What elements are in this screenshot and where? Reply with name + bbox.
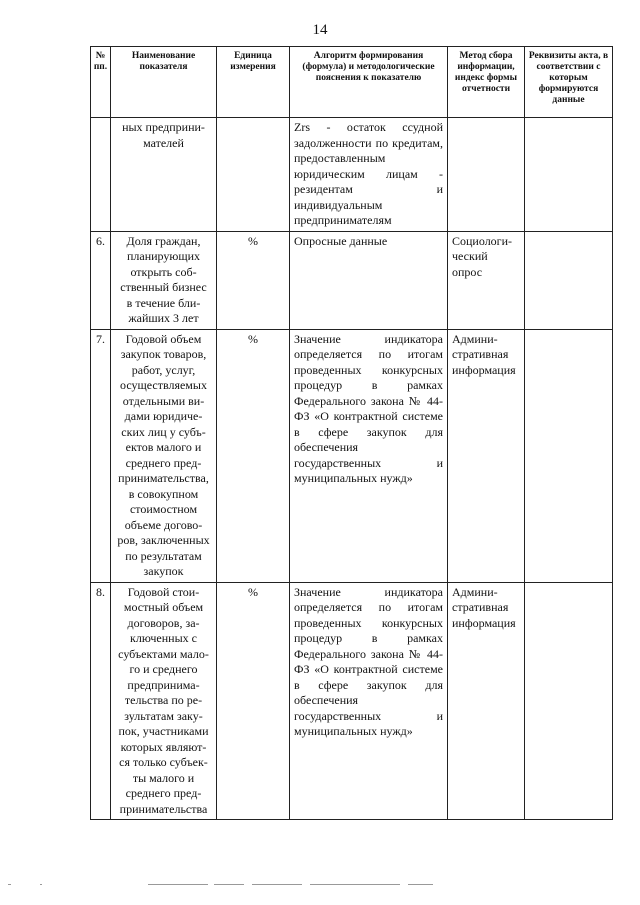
indicator-algorithm: Значение индикатора определяется по итогам проведенных конкурсных процедур в рамках Федерального закона № 44-ФЗ «О контрактной системе в сфере закупок для обеспечения государственных и муниципальных нужд»	[290, 329, 448, 582]
indicator-name: Годовой объем закупок товаров, работ, услуг, осуществляемых отдельными ви- дами юридиче- ских лиц у субъ- ектов малого и среднего пред- принимательства, в совокупном стоимостном объеме догово- ров, заключенных по результатам закупок	[111, 329, 217, 582]
indicator-unit: %	[217, 329, 290, 582]
indicator-method: Админи- стративная информация	[448, 329, 525, 582]
indicators-table	[90, 46, 613, 820]
indicator-name: ных предприни- мателей	[111, 118, 217, 232]
indicator-requisites	[525, 118, 613, 232]
indicator-algorithm: Значение индикатора определяется по итогам проведенных конкурсных процедур в рамках Федерального закона № 44-ФЗ «О контрактной системе в сфере закупок для обеспечения государственных и муниципальных нужд»	[290, 582, 448, 820]
indicator-method	[448, 118, 525, 232]
header-algorithm: Алгоритм формирования (формула) и методологические пояснения к показателю	[290, 47, 448, 118]
header-num: № пп.	[91, 47, 111, 118]
row-number	[91, 118, 111, 232]
row-number: 6.	[91, 231, 111, 329]
indicator-unit: %	[217, 231, 290, 329]
indicator-name: Доля граждан, планирующих открыть соб- ственный бизнес в течение бли- жайших 3 лет	[111, 231, 217, 329]
indicator-method: Админи- стративная информация	[448, 582, 525, 820]
header-name: Наименование показателя	[111, 47, 217, 118]
indicator-requisites	[525, 329, 613, 582]
indicator-unit	[217, 118, 290, 232]
table-header-row	[91, 47, 613, 118]
table-row	[91, 582, 613, 820]
indicator-requisites	[525, 231, 613, 329]
indicator-unit: %	[217, 582, 290, 820]
table-row	[91, 329, 613, 582]
header-method: Метод сбора информации, индекс формы отчетности	[448, 47, 525, 118]
header-unit: Единица измерения	[217, 47, 290, 118]
scan-artifact-line	[0, 884, 640, 888]
indicator-method: Социологи- ческий опрос	[448, 231, 525, 329]
table-row	[91, 231, 613, 329]
page-number: 14	[312, 22, 328, 38]
indicator-name: Годовой стои- мостный объем договоров, за- ключенных с субъектами мало- го и среднего предпринима- тельства по ре- зультатам заку- пок, участниками которых являют- ся только субъек- ты малого и среднего пред- принимательства	[111, 582, 217, 820]
indicator-requisites	[525, 582, 613, 820]
row-number: 7.	[91, 329, 111, 582]
indicator-algorithm: Zrs - остаток ссудной задолженности по кредитам, предоставленным юридическим лицам - резидентам и индивидуальным предпринимателям	[290, 118, 448, 232]
row-number: 8.	[91, 582, 111, 820]
header-requisites: Реквизиты акта, в соответствии с которым формируются данные	[525, 47, 613, 118]
table-row	[91, 118, 613, 232]
indicator-algorithm: Опросные данные	[290, 231, 448, 329]
